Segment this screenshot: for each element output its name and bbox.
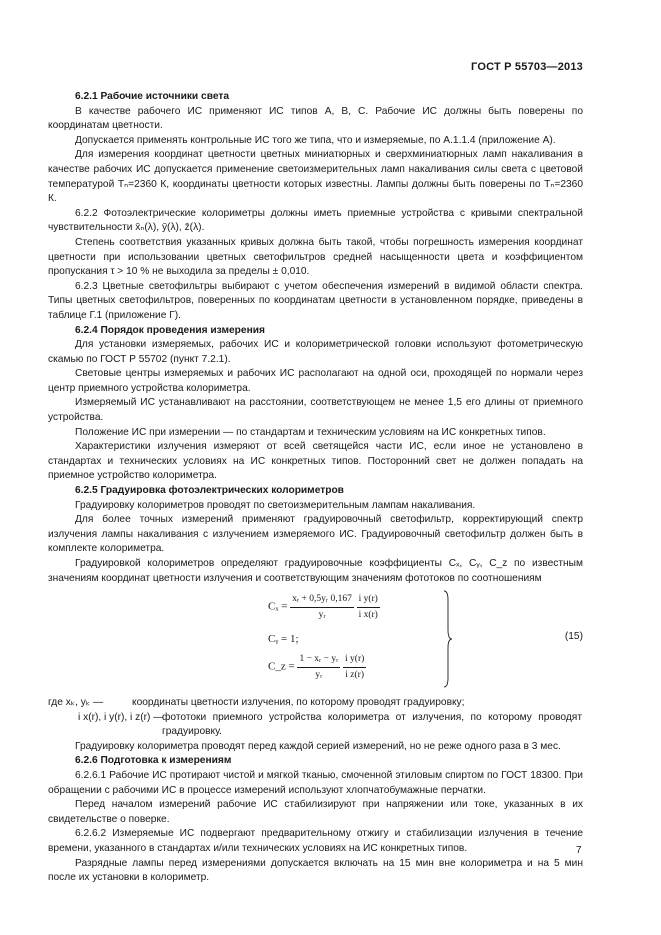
formula-denominator: yᵣ [318,609,326,620]
formula-cz [268,652,366,682]
paragraph: Градуировкой колориметров определяют градуировочные коэффициенты Cₓ, Cᵧ, C_z по известным значениям координат цветности излучения и соответствующим значениям фототоков по соотношениям [48,558,583,584]
paragraph: 6.2.3 Цветные светофильтры выбирают с учетом обеспечения измерений в видимой области спектра. Типы цветных светофильтров, поверенных по координатам цветности в установленном порядке, приведены в таблице Г.1 (приложение Г). [48,280,583,321]
section-heading: 6.2.5 Градуировка фотоэлектрических колориметров [75,485,344,497]
paragraph: Световые центры измеряемых и рабочих ИС располагают на одной оси, проходящей по нормали через центр приемного устройства колориметра. [48,368,583,394]
formula-denominator: yᵣ [315,669,323,680]
paragraph: Для установки измеряемых, рабочих ИС и колориметрической головки используют фотометрическую скамью по ГОСТ Р 55702 (пункт 7.2.1). [48,339,583,365]
formula-numerator: xᵣ + 0,5yᵣ 0,167 [290,592,354,608]
section-heading: 6.2.1 Рабочие источники света [75,91,230,102]
formula-numerator: i y(r) [343,652,366,668]
formula-denominator: i z(r) [345,669,365,680]
right-brace-icon [443,590,453,688]
where-description: фототоки приемного устройства колориметра от излучения, по которому проводят градуировку. [162,711,582,738]
where-term: где xₖ, yₖ — [48,697,104,709]
where-description: координаты цветности излучения, по которому проводят градуировку; [132,697,465,709]
formula-cx-fraction [290,592,354,622]
paragraph: Допускается применять контрольные ИС того же типа, что и измеряемые, по А.1.1.4 (приложение А). [75,134,556,146]
paragraph: Градуировку колориметров проводят по светоизмерительным лампам накаливания. [75,499,476,511]
formula-cz-fraction [297,652,340,682]
formula-cx [268,592,380,622]
paragraph: 6.2.2 Фотоэлектрические колориметры должны иметь приемные устройства с кривыми спектральной чувствительности x̄ₙ(λ), ȳ(λ), z̄(λ). [48,207,583,234]
section-heading: 6.2.4 Порядок проведения измерения [75,324,265,336]
formula-cx-ratio [357,592,380,622]
paragraph: Положение ИС при измерении — по стандартам и техническим условиям на ИС конкретных типов. [75,426,546,438]
section-heading: 6.2.6 Подготовка к измерениям [75,755,232,767]
formula-cz-ratio [343,652,366,682]
where-clause-1 [48,696,583,711]
standard-header: ГОСТ Р 55703—2013 [471,61,583,73]
paragraph: Характеристики излучения измеряют от всей светящейся части ИС, если иное не установлено в стандартах и технических условиях на ИС конкретных типов. Посторонний свет не должен попадать на приемное устройство колориметра. [48,441,583,482]
paragraph: Для измерения координат цветности цветных миниатюрных и сверхминиатюрных ламп накаливания в качестве рабочих ИС допускается применение светоизмерительных ламп накаливания силы света с цветовой температурой Tₙ=2360 К, координаты цветности которых известны. Лампы должны быть поверены по Tₙ=2360 К. [48,149,583,205]
formula-denominator: i x(r) [358,609,378,620]
formula-numerator: i y(r) [357,592,380,608]
paragraph: Степень соответствия указанных кривых должна быть такой, чтобы погрешность измерения координат цветности при использовании цветных светофильтров средней насыщенности цвета и коэффициентом пропускания τ > 10 % не выходила за пределы ± 0,010. [48,236,583,278]
formula-numerator: 1 − xᵣ − yᵣ [297,652,340,668]
formula-cx-lhs: Cₓ = [268,600,288,613]
where-term: i x(r), i y(r), i z(r) — [78,711,164,723]
paragraph: Перед началом измерений рабочие ИС стабилизируют при напряжении или токе, указанных в их свидетельстве о поверке. [48,799,583,825]
paragraph: Разрядные лампы перед измерениями допускается включать на 15 мин вне колориметра и на 5 мин после их установки в колориметр. [48,857,583,884]
where-clause-2 [48,711,583,740]
calibration-formula [48,586,583,696]
page-number: 7 [576,845,582,856]
paragraph: 6.2.6.2 Измеряемые ИС подвергают предварительному отжигу и стабилизации излучения в течение времени, указанного в стандартах и/или технических условиях на ИС конкретных типов. [48,828,583,854]
document-body [48,90,583,886]
paragraph: В качестве рабочего ИС применяют ИС типов А, В, С. Рабочие ИС должны быть поверены по координатам цветности. [48,105,583,132]
paragraph: 6.2.6.1 Рабочие ИС протирают чистой и мягкой тканью, смоченной этиловым спиртом по ГОСТ 18300. При обращении с рабочими ИС в процессе измерений используют хлопчатобумажные перчатки. [48,769,583,796]
equation-number: (15) [564,631,583,643]
formula-cz-lhs: C_z = [268,660,295,673]
paragraph: Для более точных измерений применяют градуировочный светофильтр, корректирующий спектр излучения лампы накаливания с излучением измеряемого ИС. Градуировочный светофильтр должен быть в комплекте колориметра. [48,514,583,555]
formula-cy: Cᵧ = 1; [268,633,299,646]
paragraph: Измеряемый ИС устанавливают на расстоянии, соответствующем не менее 1,5 его длины от приемного устройства. [48,397,583,424]
paragraph: Градуировку колориметра проводят перед каждой серией измерений, но не реже одного раза в 3 мес. [75,740,561,752]
